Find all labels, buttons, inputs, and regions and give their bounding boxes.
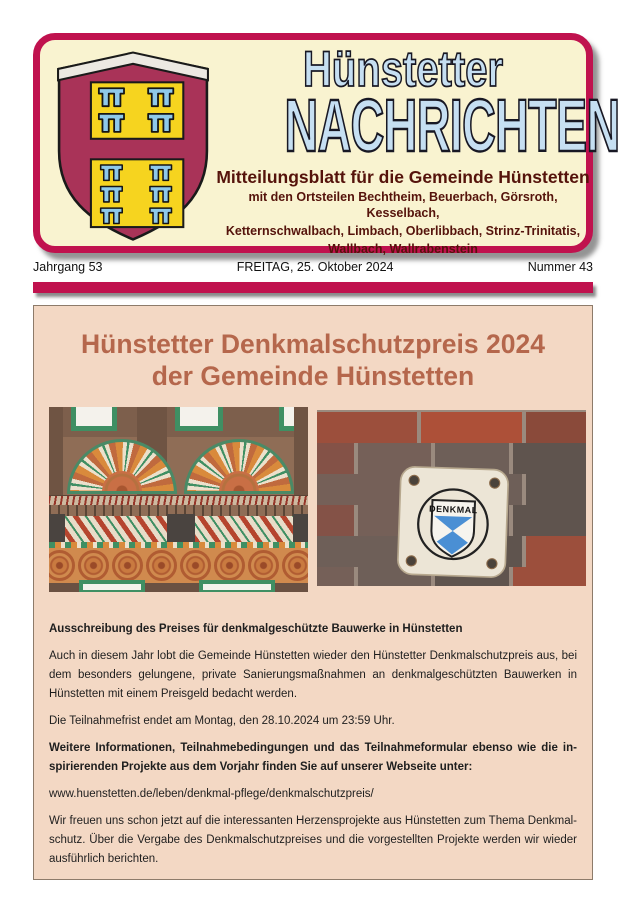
brick bbox=[317, 412, 417, 443]
newsletter-subtitle: Mitteilungsblatt für die Gemeinde Hünstetten bbox=[216, 167, 590, 187]
fan-rosette-hub bbox=[102, 471, 142, 491]
brick bbox=[513, 505, 586, 536]
website-url: www.huenstetten.de/leben/denkmal-pflege/denkmalschutzpreis/ bbox=[49, 788, 374, 800]
paragraph-announcement: Auch in diesem Jahr lobt die Gemeinde Hünstetten wieder den Hünstetter Denkmalschutzpreis aus, bei dem besonders gelungene, private Sanierungsmaßnahmen an denkmalgeschützten Bauwerken in Hünstetten mit einem Preisgeld bedacht werden. bbox=[49, 650, 577, 700]
brick bbox=[317, 505, 354, 536]
article-subheading: Ausschreibung des Preises für denkmalgeschützte Bauwerke in Hünstetten bbox=[49, 623, 463, 635]
masthead bbox=[33, 33, 620, 256]
coat-of-arms bbox=[56, 48, 210, 246]
article-body bbox=[49, 620, 577, 869]
beam-block bbox=[49, 514, 65, 542]
facade-window bbox=[79, 580, 145, 592]
frieze-medallion bbox=[112, 550, 143, 581]
issue-volume: Jahrgang 53 bbox=[33, 260, 103, 274]
frieze-medallion bbox=[49, 550, 75, 581]
facade-window bbox=[199, 580, 275, 592]
denkmal-plaque bbox=[395, 464, 511, 580]
photo-denkmal-plaque bbox=[317, 410, 586, 586]
facade-window bbox=[71, 407, 117, 431]
frieze-medallion bbox=[146, 550, 177, 581]
photo-carved-facade bbox=[49, 407, 308, 592]
frieze-medallion bbox=[282, 550, 308, 581]
paragraph-closing: Wir freuen uns schon jetzt auf die interessanten Herzensprojekte aus Hünstetten zum Thema Denkmalschutz. Über die Vergabe des Denkmalschutzpreises und die vorgestellten Projekte werden wir wieder ausführlich berichten. bbox=[49, 815, 577, 865]
brick bbox=[526, 536, 586, 567]
medallion-frieze bbox=[49, 548, 308, 583]
frieze-medallion bbox=[78, 550, 109, 581]
beam-block bbox=[167, 514, 195, 542]
paragraph-more-info: Weitere Informationen, Teilnahmebedingungen und das Teilnahmeformular ebenso wie die inspirierenden Projekte aus dem Vorjahr finden Sie auf unserer Webseite unter: bbox=[49, 742, 577, 773]
brick bbox=[317, 443, 354, 474]
article-title-line2: der Gemeinde Hünstetten bbox=[151, 361, 475, 391]
photo-row bbox=[49, 407, 577, 592]
newsletter-title-line2: NACHRICHTEN bbox=[284, 84, 620, 167]
divider-bar bbox=[33, 282, 593, 293]
ortsteile-line-1: mit den Ortsteilen Bechtheim, Beuerbach, Görsroth, Kesselbach, bbox=[248, 190, 558, 220]
brick bbox=[317, 567, 354, 586]
frieze-medallion bbox=[248, 550, 279, 581]
facade-post bbox=[49, 407, 63, 497]
brick bbox=[526, 412, 586, 443]
fan-rosette-hub bbox=[219, 471, 259, 491]
article-title bbox=[44, 328, 582, 392]
brick bbox=[513, 567, 586, 586]
huenstetten-shield-icon bbox=[56, 48, 210, 246]
issue-number: Nummer 43 bbox=[527, 260, 593, 274]
brick bbox=[421, 412, 521, 443]
paragraph-deadline: Die Teilnahmefrist endet am Montag, den 28.10.2024 um 23:59 Uhr. bbox=[49, 715, 395, 727]
fan-rosette bbox=[184, 439, 294, 494]
ortsteile-line-3: Wallbach, Wallrabenstein bbox=[328, 242, 478, 256]
article-box bbox=[33, 305, 593, 880]
plaque-label: DENKMAL bbox=[428, 503, 478, 516]
newsletter-title-line1: Hünstetter bbox=[302, 41, 504, 97]
brick bbox=[526, 474, 586, 505]
brick-row bbox=[317, 412, 586, 443]
frieze-medallion bbox=[214, 550, 245, 581]
frieze-medallion bbox=[180, 550, 211, 581]
article-title-line1: Hünstetter Denkmalschutzpreis 2024 bbox=[81, 329, 545, 359]
beam-block bbox=[293, 514, 308, 542]
ortsteile-line-2: Ketternschwalbach, Limbach, Oberlibbach, Strinz-Trinitatis, bbox=[225, 224, 581, 238]
brick bbox=[513, 443, 586, 474]
masthead-text bbox=[215, 41, 620, 257]
issue-info-row bbox=[33, 260, 593, 274]
issue-date: FREITAG, 25. Oktober 2024 bbox=[236, 260, 394, 274]
facade-post bbox=[294, 407, 308, 497]
facade-window bbox=[175, 407, 223, 431]
denkmal-plaque-icon bbox=[395, 464, 511, 580]
